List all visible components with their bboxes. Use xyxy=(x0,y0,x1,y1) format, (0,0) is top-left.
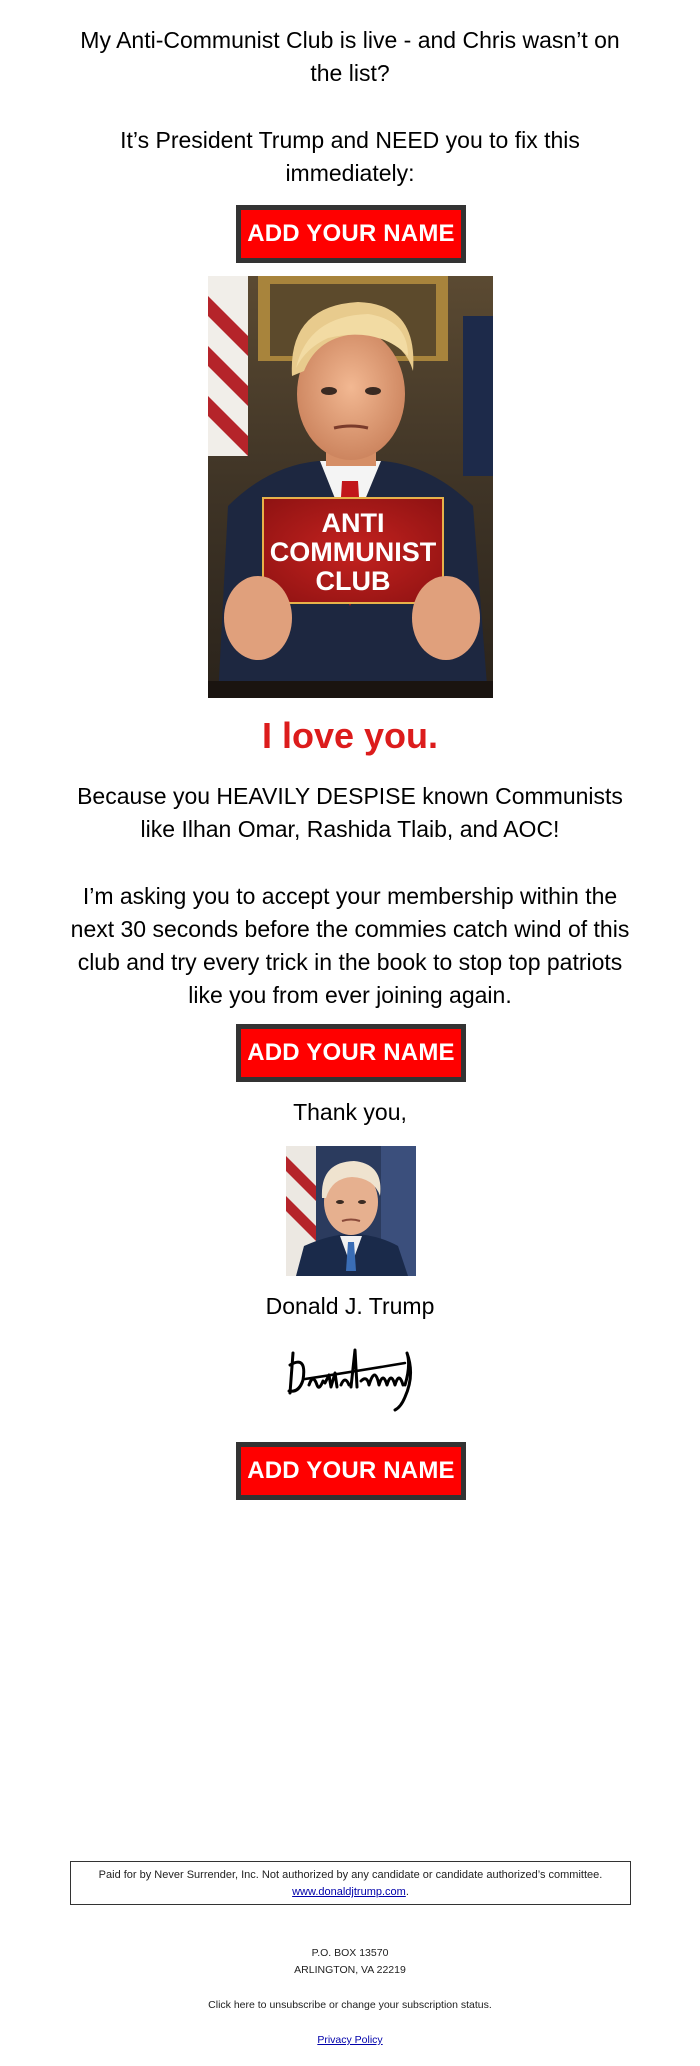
add-your-name-button-middle[interactable]: ADD YOUR NAME xyxy=(236,1024,466,1082)
privacy-policy-link[interactable]: Privacy Policy xyxy=(317,2034,383,2046)
signature-scribble xyxy=(285,1335,420,1415)
website-link[interactable]: www.donaldjtrump.com xyxy=(292,1886,406,1898)
disclaimer-link-row xyxy=(71,1884,630,1901)
love-headline: I love you. xyxy=(261,715,439,756)
signer-name: Donald J. Trump xyxy=(265,1293,435,1319)
signer-portrait xyxy=(286,1146,416,1276)
sign-line-1: ANTI xyxy=(321,508,385,538)
sign-line-3: CLUB xyxy=(315,566,391,596)
portrait-illustration xyxy=(286,1146,416,1276)
body-paragraph-1: Because you HEAVILY DESPISE known Communists like Ilhan Omar, Rashida Tlaib, and AOC! xyxy=(77,783,623,842)
footer-unsubscribe[interactable]: Click here to unsubscribe or change your subscription status. xyxy=(208,1999,492,2011)
hero-image[interactable] xyxy=(208,276,493,698)
sign-line-2: COMMUNIST xyxy=(269,537,437,567)
add-your-name-button-top[interactable]: ADD YOUR NAME xyxy=(236,205,466,263)
footer-po-box: P.O. BOX 13570 xyxy=(311,1947,389,1959)
intro-line-2: It’s President Trump and NEED you to fix this immediately: xyxy=(120,127,580,186)
footer-city: ARLINGTON, VA 22219 xyxy=(294,1964,406,1976)
link-period: . xyxy=(405,1886,409,1898)
hero-illustration xyxy=(208,276,493,698)
paid-for-disclaimer xyxy=(70,1861,631,1905)
thank-you-text: Thank you, xyxy=(293,1099,407,1125)
footer-privacy-row xyxy=(0,2032,700,2048)
signature-image xyxy=(285,1335,420,1415)
add-your-name-button-bottom[interactable]: ADD YOUR NAME xyxy=(236,1442,466,1500)
body-paragraph-2: I’m asking you to accept your membership within the next 30 seconds before the commies catch wind of this club and try every trick in the book to stop top patriots like you from ever joining again. xyxy=(70,883,630,1008)
intro-line-1: My Anti-Communist Club is live - and Chris wasn’t on the list? xyxy=(80,27,620,86)
disclaimer-text: Paid for by Never Surrender, Inc. Not authorized by any candidate or candidate authorized’s committee. xyxy=(98,1869,603,1881)
